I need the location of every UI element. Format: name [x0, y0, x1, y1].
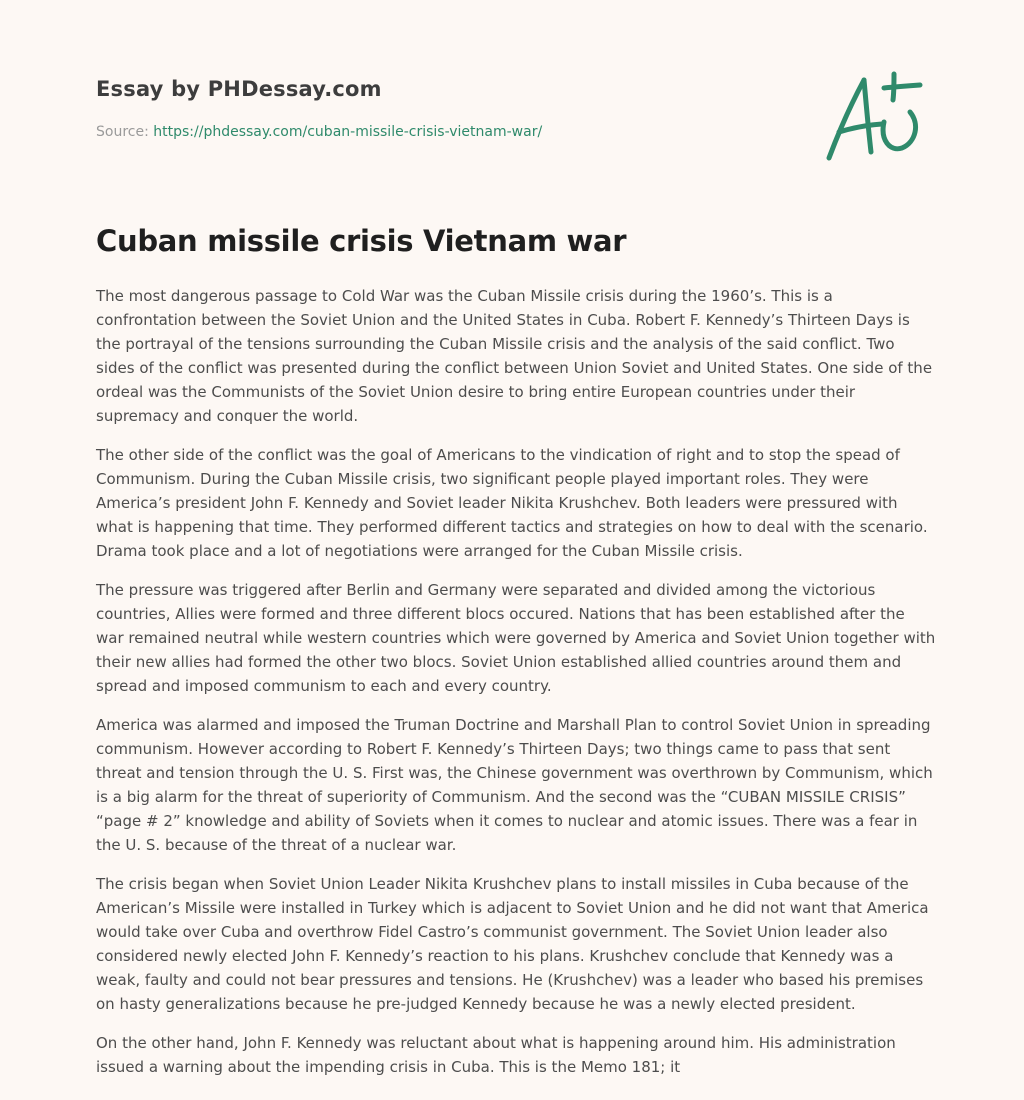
- source-link[interactable]: https://phdessay.com/cuban-missile-crisis-vietnam-war/: [153, 124, 543, 140]
- essay-body: [96, 284, 936, 1094]
- essay-paragraph: The pressure was triggered after Berlin and Germany were separated and divided among the victorious countries, Allies were formed and three different blocs occured. Nations that has been established after the war remained neutral while western countries which were governed by America and Soviet Union together with their new allies had formed the other two blocs. Soviet Union established allied countries around them and spread and imposed communism to each and every country.: [96, 581, 936, 695]
- essay-paragraph: The crisis began when Soviet Union Leader Nikita Krushchev plans to install missiles in Cuba because of the American’s Missile were installed in Turkey which is adjacent to Soviet Union and he did not want that America would take over Cuba and overthrow Fidel Castro’s communist government. The Soviet Union leader also considered newly elected John F. Kennedy’s reaction to his plans. Krushchev conclude that Kennedy was a weak, faulty and could not bear pressures and tensions. He (Krushchev) was a leader who based his premises on hasty generalizations because he pre-judged Kennedy because he was a newly elected president.: [96, 875, 929, 1013]
- logo-curl: [883, 112, 915, 149]
- essay-paragraph: The other side of the conflict was the goal of Americans to the vindication of right and to stop the spead of Communism. During the Cuban Missile crisis, two significant people played important roles. They were America’s president John F. Kennedy and Soviet leader Nikita Krushchev. Both leaders were pressured with what is happening that time. They performed different tactics and strategies on how to deal with the scenario. Drama took place and a lot of negotiations were arranged for the Cuban Missile crisis.: [96, 446, 928, 560]
- logo-a-crossbar: [839, 124, 882, 132]
- essay-title: Cuban missile crisis Vietnam war: [96, 224, 627, 258]
- site-brand: Essay by PHDessay.com: [96, 77, 382, 101]
- essay-paragraph: The most dangerous passage to Cold War was the Cuban Missile crisis during the 1960’s. This is a confrontation between the Soviet Union and the United States in Cuba. Robert F. Kennedy’s Thirteen Days is the portrayal of the tensions surrounding the Cuban Missile crisis and the analysis of the said conflict. Two sides of the conflict was presented during the conflict between Union Soviet and United States. One side of the ordeal was the Communists of the Soviet Union desire to bring entire European countries under their supremacy and conquer the world.: [96, 287, 933, 425]
- logo-plus-horizontal: [884, 85, 920, 88]
- source-label: Source:: [96, 124, 154, 140]
- essay-paragraph: America was alarmed and imposed the Truman Doctrine and Marshall Plan to control Soviet Union in spreading communism. However according to Robert F. Kennedy’s Thirteen Days; two things came to pass that sent threat and tension through the U. S. First was, the Chinese government was overthrown by Communism, which is a big alarm for the threat of superiority of Communism. And the second was the “CUBAN MISSILE CRISIS” “page # 2” knowledge and ability of Soviets when it comes to nuclear and atomic issues. There was a fear in the U. S. because of the threat of a nuclear war.: [96, 716, 933, 854]
- a-plus-logo-icon: [824, 68, 928, 164]
- logo-a-left-stroke: [829, 80, 864, 158]
- essay-paragraph: On the other hand, John F. Kennedy was reluctant about what is happening around him. His administration issued a warning about the impending crisis in Cuba. This is the Memo 181; it: [96, 1034, 896, 1076]
- logo-a-right-stroke: [864, 80, 871, 152]
- source-line: [96, 124, 542, 140]
